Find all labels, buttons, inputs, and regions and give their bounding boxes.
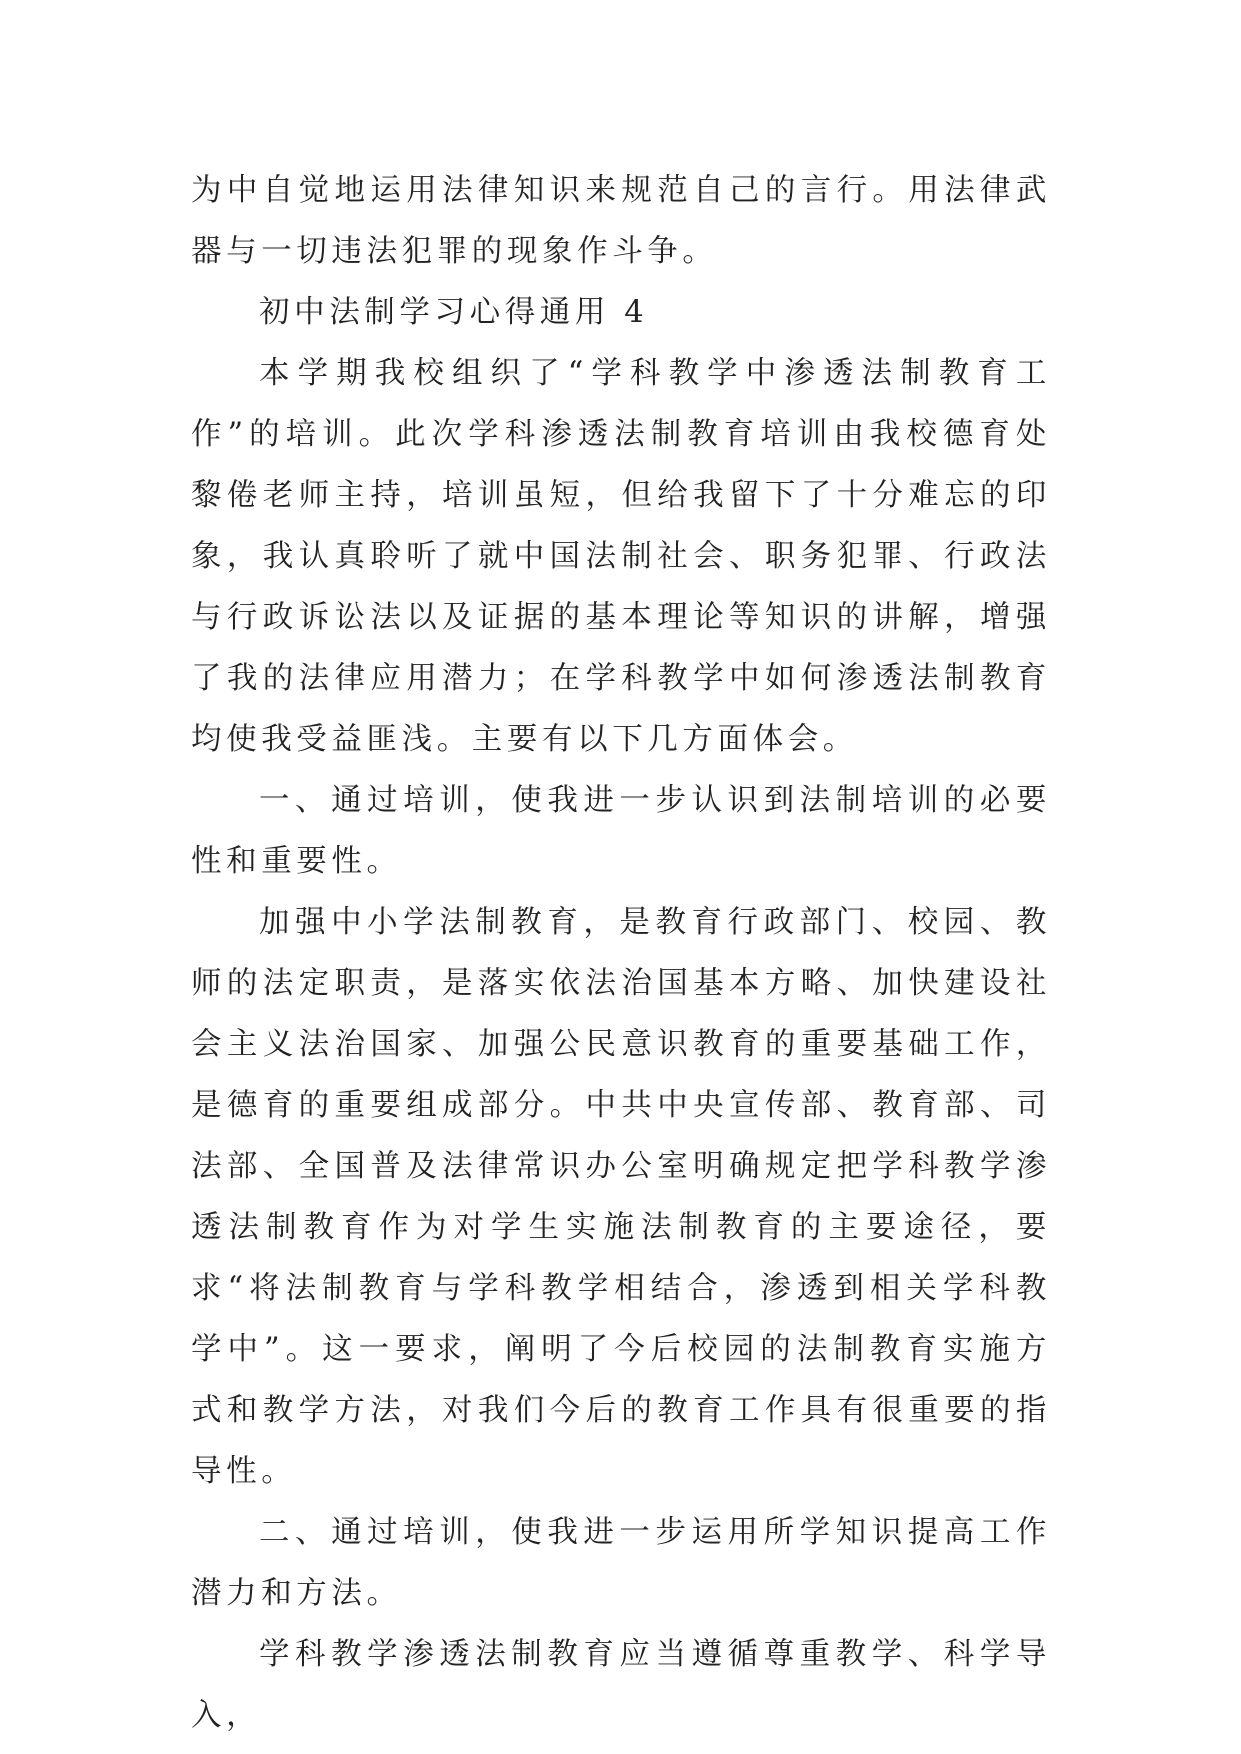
paragraph-intro: 本学期我校组织了“学科教学中渗透法制教育工作”的培训。此次学科渗透法制教育培训由我校德育处黎倦老师主持，培训虽短，但给我留下了十分难忘的印象，我认真聆听了就中国法制社会、职务犯罪、行政法与行政诉讼法以及证据的基本理论等知识的讲解，增强了我的法律应用潜力；在学科教学中如何渗透法制教育均使我受益匪浅。主要有以下几方面体会。 (191, 356, 1051, 757)
document-body (191, 160, 1051, 1746)
point-heading-2: 二、通过培训，使我进一步运用所学知识提高工作潜力和方法。 (191, 1515, 1051, 1611)
paragraph-continuation: 为中自觉地运用法律知识来规范自己的言行。用法律武器与一切违法犯罪的现象作斗争。 (191, 173, 1051, 269)
section-heading: 初中法制学习心得通用 4 (259, 295, 649, 330)
paragraph-body-1: 加强中小学法制教育，是教育行政部门、校园、教师的法定职责，是落实依法治国基本方略、加快建设社会主义法治国家、加强公民意识教育的重要基础工作，是德育的重要组成部分。中共中央宣传部、教育部、司法部、全国普及法律常识办公室明确规定把学科教学渗透法制教育作为对学生实施法制教育的主要途径，要求“将法制教育与学科教学相结合，渗透到相关学科教学中”。这一要求，阐明了今后校园的法制教育实施方式和教学方法，对我们今后的教育工作具有很重要的指导性。 (191, 905, 1051, 1489)
point-heading-1: 一、通过培训，使我进一步认识到法制培训的必要性和重要性。 (191, 783, 1051, 879)
paragraph-body-2: 学科教学渗透法制教育应当遵循尊重教学、科学导入， (191, 1637, 1051, 1733)
